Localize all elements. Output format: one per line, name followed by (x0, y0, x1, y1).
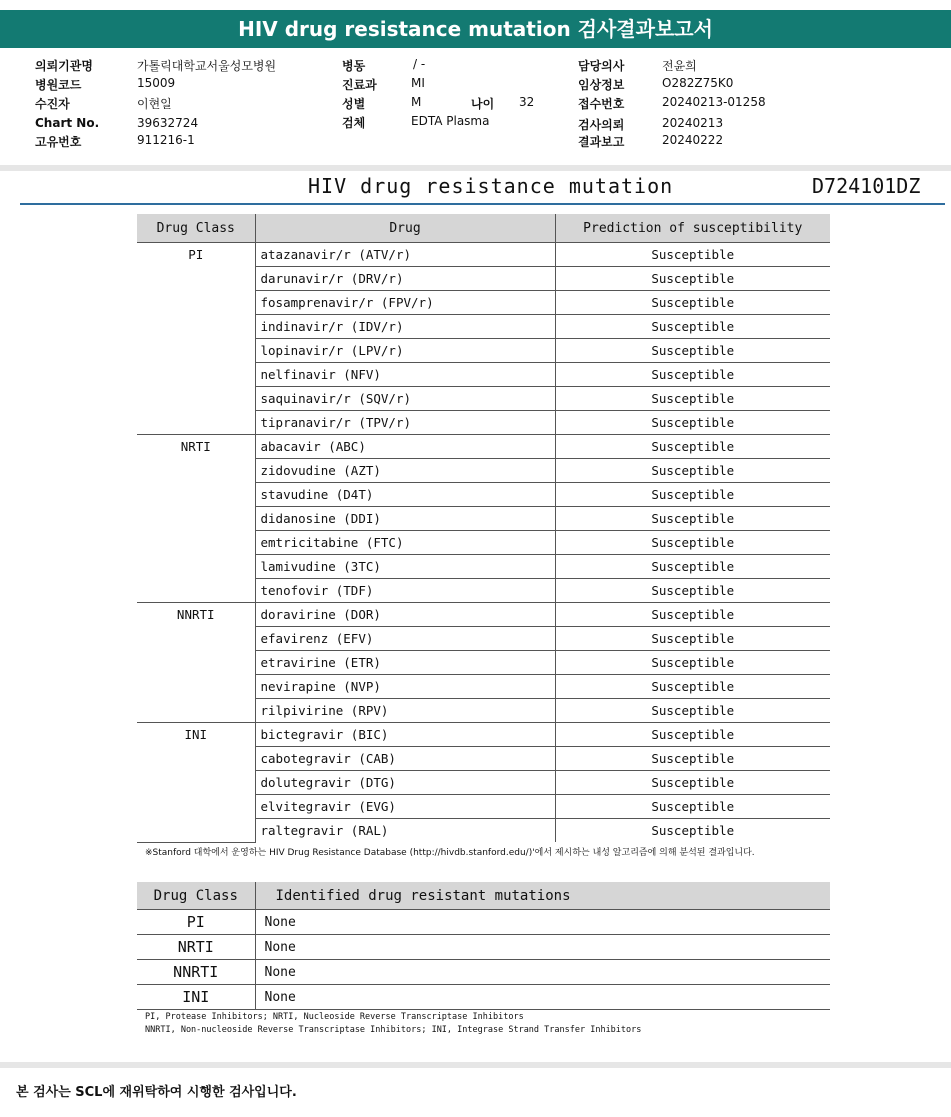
table-header-row (137, 882, 830, 910)
drug-name-cell: abacavir (ABC) (255, 435, 555, 459)
drug-name-cell: raltegravir (RAL) (255, 819, 555, 843)
prediction-cell: Susceptible (555, 699, 830, 723)
prediction-cell: Susceptible (555, 363, 830, 387)
mutation-value-cell: None (255, 985, 830, 1010)
drug-name-cell: doravirine (DOR) (255, 603, 555, 627)
drug-name-cell: lamivudine (3TC) (255, 555, 555, 579)
prediction-cell: Susceptible (555, 579, 830, 603)
prediction-cell: Susceptible (555, 555, 830, 579)
label-ward: 병동 (342, 59, 366, 73)
table-row (137, 243, 830, 267)
value-ward: / - (413, 57, 426, 71)
drug-class-cell: INI (137, 985, 255, 1010)
label-department: 진료과 (342, 78, 377, 92)
value-specimen: EDTA Plasma (411, 114, 490, 128)
prediction-cell: Susceptible (555, 603, 830, 627)
drug-name-cell: stavudine (D4T) (255, 483, 555, 507)
value-clinical-info: O282Z75K0 (662, 76, 734, 90)
drug-name-cell: bictegravir (BIC) (255, 723, 555, 747)
header-drug-class: Drug Class (137, 882, 255, 910)
drug-name-cell: dolutegravir (DTG) (255, 771, 555, 795)
value-sex: M (411, 95, 422, 109)
table-row (137, 985, 830, 1010)
drug-name-cell: rilpivirine (RPV) (255, 699, 555, 723)
drug-name-cell: lopinavir/r (LPV/r) (255, 339, 555, 363)
label-sex: 성별 (342, 97, 366, 111)
abbreviation-line: NNRTI, Non-nucleoside Reverse Transcriptase Inhibitors; INI, Integrase Strand Transfer Inhibitors (145, 1025, 642, 1035)
prediction-cell: Susceptible (555, 675, 830, 699)
value-age: 32 (519, 95, 535, 109)
drug-class-cell: PI (137, 910, 255, 935)
drug-name-cell: efavirenz (EFV) (255, 627, 555, 651)
table-row (137, 435, 830, 459)
prediction-cell: Susceptible (555, 411, 830, 435)
value-hospital-code: 15009 (137, 76, 176, 90)
value-unique-no: 911216-1 (137, 133, 195, 147)
value-chart-no: 39632724 (137, 116, 199, 130)
value-department: MI (411, 76, 425, 90)
prediction-cell: Susceptible (555, 819, 830, 843)
table-row (137, 603, 830, 627)
prediction-cell: Susceptible (555, 747, 830, 771)
drug-class-cell: NNRTI (137, 603, 255, 723)
header-prediction: Prediction of susceptibility (555, 214, 830, 243)
drug-name-cell: darunavir/r (DRV/r) (255, 267, 555, 291)
prediction-cell: Susceptible (555, 723, 830, 747)
value-report-date: 20240222 (662, 133, 724, 147)
drug-class-cell: INI (137, 723, 255, 843)
label-chart-no: Chart No. (35, 116, 100, 130)
table-row (137, 960, 830, 985)
label-hospital-code: 병원코드 (35, 78, 82, 92)
prediction-cell: Susceptible (555, 267, 830, 291)
prediction-cell: Susceptible (555, 243, 830, 267)
mutation-value-cell: None (255, 960, 830, 985)
label-unique-no: 고유번호 (35, 135, 82, 149)
value-requesting-institution: 가톨릭대학교서울성모병원 (137, 59, 277, 73)
label-receipt-no: 접수번호 (578, 97, 625, 111)
label-request-date: 검사의뢰 (578, 118, 625, 132)
prediction-cell: Susceptible (555, 339, 830, 363)
report-title: HIV drug resistance mutation 검사결과보고서 (0, 10, 951, 48)
abbreviation-line: PI, Protease Inhibitors; NRTI, Nucleoside Reverse Transcriptase Inhibitors (145, 1012, 524, 1022)
mutation-value-cell: None (255, 935, 830, 960)
table-row (137, 910, 830, 935)
table-header-row (137, 214, 830, 243)
value-patient: 이현일 (137, 97, 172, 111)
drug-class-cell: NNRTI (137, 960, 255, 985)
label-physician: 담당의사 (578, 59, 625, 73)
drug-name-cell: etravirine (ETR) (255, 651, 555, 675)
header-drug-class: Drug Class (137, 214, 255, 243)
label-clinical-info: 임상정보 (578, 78, 625, 92)
susceptibility-table (137, 214, 830, 843)
label-specimen: 검체 (342, 116, 366, 130)
prediction-cell: Susceptible (555, 795, 830, 819)
label-requesting-institution: 의뢰기관명 (35, 59, 93, 73)
drug-name-cell: didanosine (DDI) (255, 507, 555, 531)
value-receipt-no: 20240213-01258 (662, 95, 766, 109)
table-row (137, 935, 830, 960)
drug-name-cell: fosamprenavir/r (FPV/r) (255, 291, 555, 315)
bottom-divider (0, 1062, 951, 1068)
prediction-cell: Susceptible (555, 291, 830, 315)
drug-name-cell: tenofovir (TDF) (255, 579, 555, 603)
prediction-cell: Susceptible (555, 651, 830, 675)
drug-name-cell: cabotegravir (CAB) (255, 747, 555, 771)
header-mutations: Identified drug resistant mutations (255, 882, 830, 910)
footer-note: 본 검사는 SCL에 재위탁하여 시행한 검사입니다. (16, 1085, 297, 1100)
drug-name-cell: nevirapine (NVP) (255, 675, 555, 699)
drug-name-cell: nelfinavir (NFV) (255, 363, 555, 387)
drug-class-cell: NRTI (137, 435, 255, 603)
doc-code: D724101DZ (812, 174, 921, 198)
abbreviations (145, 1011, 641, 1037)
prediction-cell: Susceptible (555, 387, 830, 411)
table-row (137, 723, 830, 747)
drug-name-cell: tipranavir/r (TPV/r) (255, 411, 555, 435)
patient-info (0, 53, 951, 165)
drug-name-cell: saquinavir/r (SQV/r) (255, 387, 555, 411)
prediction-cell: Susceptible (555, 315, 830, 339)
title-underline (20, 203, 945, 205)
prediction-cell: Susceptible (555, 459, 830, 483)
prediction-cell: Susceptible (555, 435, 830, 459)
header-drug: Drug (255, 214, 555, 243)
drug-name-cell: elvitegravir (EVG) (255, 795, 555, 819)
label-age: 나이 (471, 97, 495, 111)
mutation-value-cell: None (255, 910, 830, 935)
label-report-date: 결과보고 (578, 135, 625, 149)
prediction-cell: Susceptible (555, 531, 830, 555)
prediction-cell: Susceptible (555, 483, 830, 507)
drug-name-cell: atazanavir/r (ATV/r) (255, 243, 555, 267)
prediction-cell: Susceptible (555, 507, 830, 531)
drug-class-cell: NRTI (137, 935, 255, 960)
database-note: ※Stanford 대학에서 운영하는 HIV Drug Resistance Database (http://hivdb.stanford.edu/)'에서 제시하는 내성 알고리즘에 의해 분석된 결과입니다. (145, 848, 755, 858)
drug-name-cell: emtricitabine (FTC) (255, 531, 555, 555)
drug-name-cell: zidovudine (AZT) (255, 459, 555, 483)
doc-title: HIV drug resistance mutation (308, 174, 674, 198)
drug-class-cell: PI (137, 243, 255, 435)
label-patient: 수진자 (35, 97, 70, 111)
prediction-cell: Susceptible (555, 771, 830, 795)
value-request-date: 20240213 (662, 116, 724, 130)
drug-name-cell: indinavir/r (IDV/r) (255, 315, 555, 339)
mutation-table (137, 882, 830, 1010)
top-divider (0, 165, 951, 171)
prediction-cell: Susceptible (555, 627, 830, 651)
value-physician: 전윤희 (662, 59, 697, 73)
